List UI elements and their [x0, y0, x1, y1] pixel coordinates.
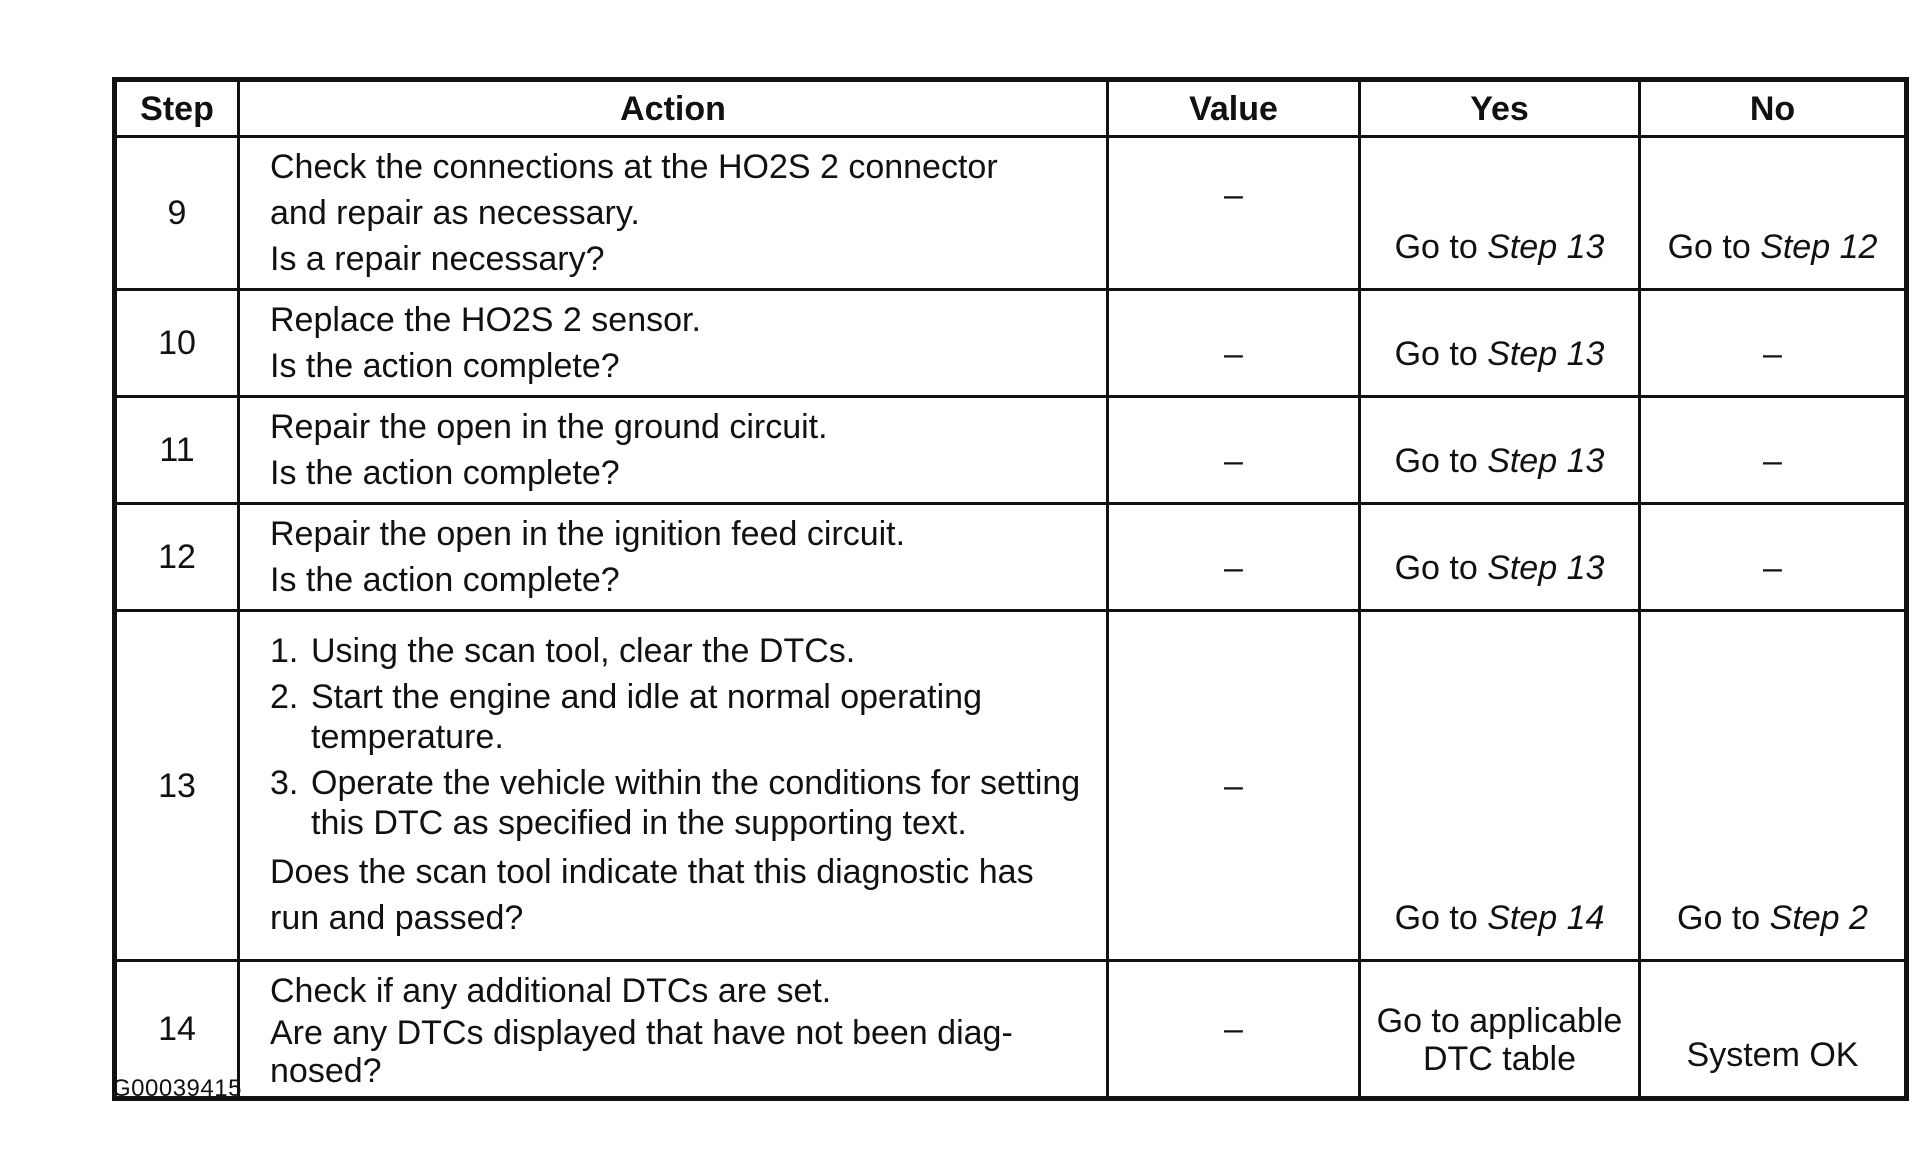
action-line: Repair the open in the ground circuit.	[270, 408, 828, 446]
go-to-text: Go to	[1394, 228, 1488, 266]
table-header-row	[115, 80, 1907, 137]
substep-number: 2.	[270, 677, 299, 716]
go-to-text: Go to	[1667, 228, 1761, 266]
action-line: and repair as necessary.	[270, 194, 640, 232]
value-cell: –	[1108, 290, 1360, 397]
value-cell: –	[1108, 397, 1360, 504]
go-to-text: Go to	[1394, 442, 1488, 480]
yes-cell	[1360, 397, 1640, 504]
substep-list	[270, 631, 1090, 843]
action-line: Are any DTCs displayed that have not been diag-	[270, 1014, 1013, 1052]
substep-text: Start the engine and idle at normal operating temperature.	[311, 677, 983, 756]
action-cell	[239, 290, 1108, 397]
no-cell: –	[1640, 397, 1907, 504]
yes-cell	[1360, 611, 1640, 961]
substep-number: 1.	[270, 631, 299, 670]
no-cell: –	[1640, 504, 1907, 611]
yes-cell	[1360, 290, 1640, 397]
action-line: Check if any additional DTCs are set.	[270, 972, 832, 1010]
step-number: 14	[115, 961, 239, 1099]
question-line: run and passed?	[270, 898, 524, 937]
question-line: Does the scan tool indicate that this diagnostic has	[270, 852, 1034, 891]
step-reference: Step 13	[1487, 335, 1605, 373]
yes-cell	[1360, 137, 1640, 290]
table-row	[115, 504, 1907, 611]
go-to-text: Go to	[1394, 549, 1488, 587]
go-to-text: Go to	[1677, 899, 1770, 937]
figure-id: G00039415	[112, 1075, 242, 1102]
list-item	[270, 677, 1090, 757]
substep-number: 3.	[270, 763, 299, 802]
table-row	[115, 397, 1907, 504]
yes-cell	[1360, 961, 1640, 1099]
step-number: 9	[115, 137, 239, 290]
header-yes: Yes	[1360, 80, 1640, 137]
action-line: Is the action complete?	[270, 561, 620, 599]
go-to-text: Go to	[1394, 335, 1488, 373]
step-reference: Step 14	[1487, 899, 1605, 937]
action-cell	[239, 137, 1108, 290]
table-row	[115, 611, 1907, 961]
no-cell	[1640, 611, 1907, 961]
action-line: Check the connections at the HO2S 2 connector	[270, 148, 998, 186]
action-line: nosed?	[270, 1052, 382, 1090]
action-line: Is the action complete?	[270, 347, 620, 385]
action-cell	[239, 504, 1108, 611]
go-to-text: Go to	[1394, 899, 1488, 937]
yes-cell	[1360, 504, 1640, 611]
step-number: 13	[115, 611, 239, 961]
diagnostic-table	[112, 77, 1909, 1101]
action-line: Is the action complete?	[270, 454, 620, 492]
step-number: 10	[115, 290, 239, 397]
yes-line: Go to applicable	[1376, 1002, 1623, 1040]
list-item	[270, 631, 1090, 671]
header-action: Action	[239, 80, 1108, 137]
action-cell	[239, 961, 1108, 1099]
no-cell: System OK	[1640, 961, 1907, 1099]
action-line: Repair the open in the ignition feed circuit.	[270, 515, 906, 553]
yes-line: DTC table	[1422, 1040, 1577, 1078]
action-cell	[239, 611, 1108, 961]
action-line: Replace the HO2S 2 sensor.	[270, 301, 701, 339]
value-cell: –	[1108, 504, 1360, 611]
list-item	[270, 763, 1090, 843]
step-number: 11	[115, 397, 239, 504]
value-cell: –	[1108, 137, 1360, 290]
action-cell	[239, 397, 1108, 504]
value-cell: –	[1108, 961, 1360, 1099]
no-cell	[1640, 137, 1907, 290]
header-no: No	[1640, 80, 1907, 137]
step-reference: Step 13	[1487, 442, 1605, 480]
step-reference: Step 13	[1487, 228, 1605, 266]
step-reference: Step 2	[1769, 899, 1868, 937]
table-row	[115, 290, 1907, 397]
no-cell: –	[1640, 290, 1907, 397]
step-number: 12	[115, 504, 239, 611]
header-step: Step	[115, 80, 239, 137]
step-reference: Step 13	[1487, 549, 1605, 587]
table-row	[115, 961, 1907, 1099]
substep-text: Using the scan tool, clear the DTCs.	[311, 631, 856, 670]
header-value: Value	[1108, 80, 1360, 137]
step-reference: Step 12	[1760, 228, 1878, 266]
table-row	[115, 137, 1907, 290]
substep-text: Operate the vehicle within the conditions for setting this DTC as specified in the supporting text.	[311, 763, 1081, 842]
action-line: Is a repair necessary?	[270, 240, 605, 278]
value-cell: –	[1108, 611, 1360, 961]
